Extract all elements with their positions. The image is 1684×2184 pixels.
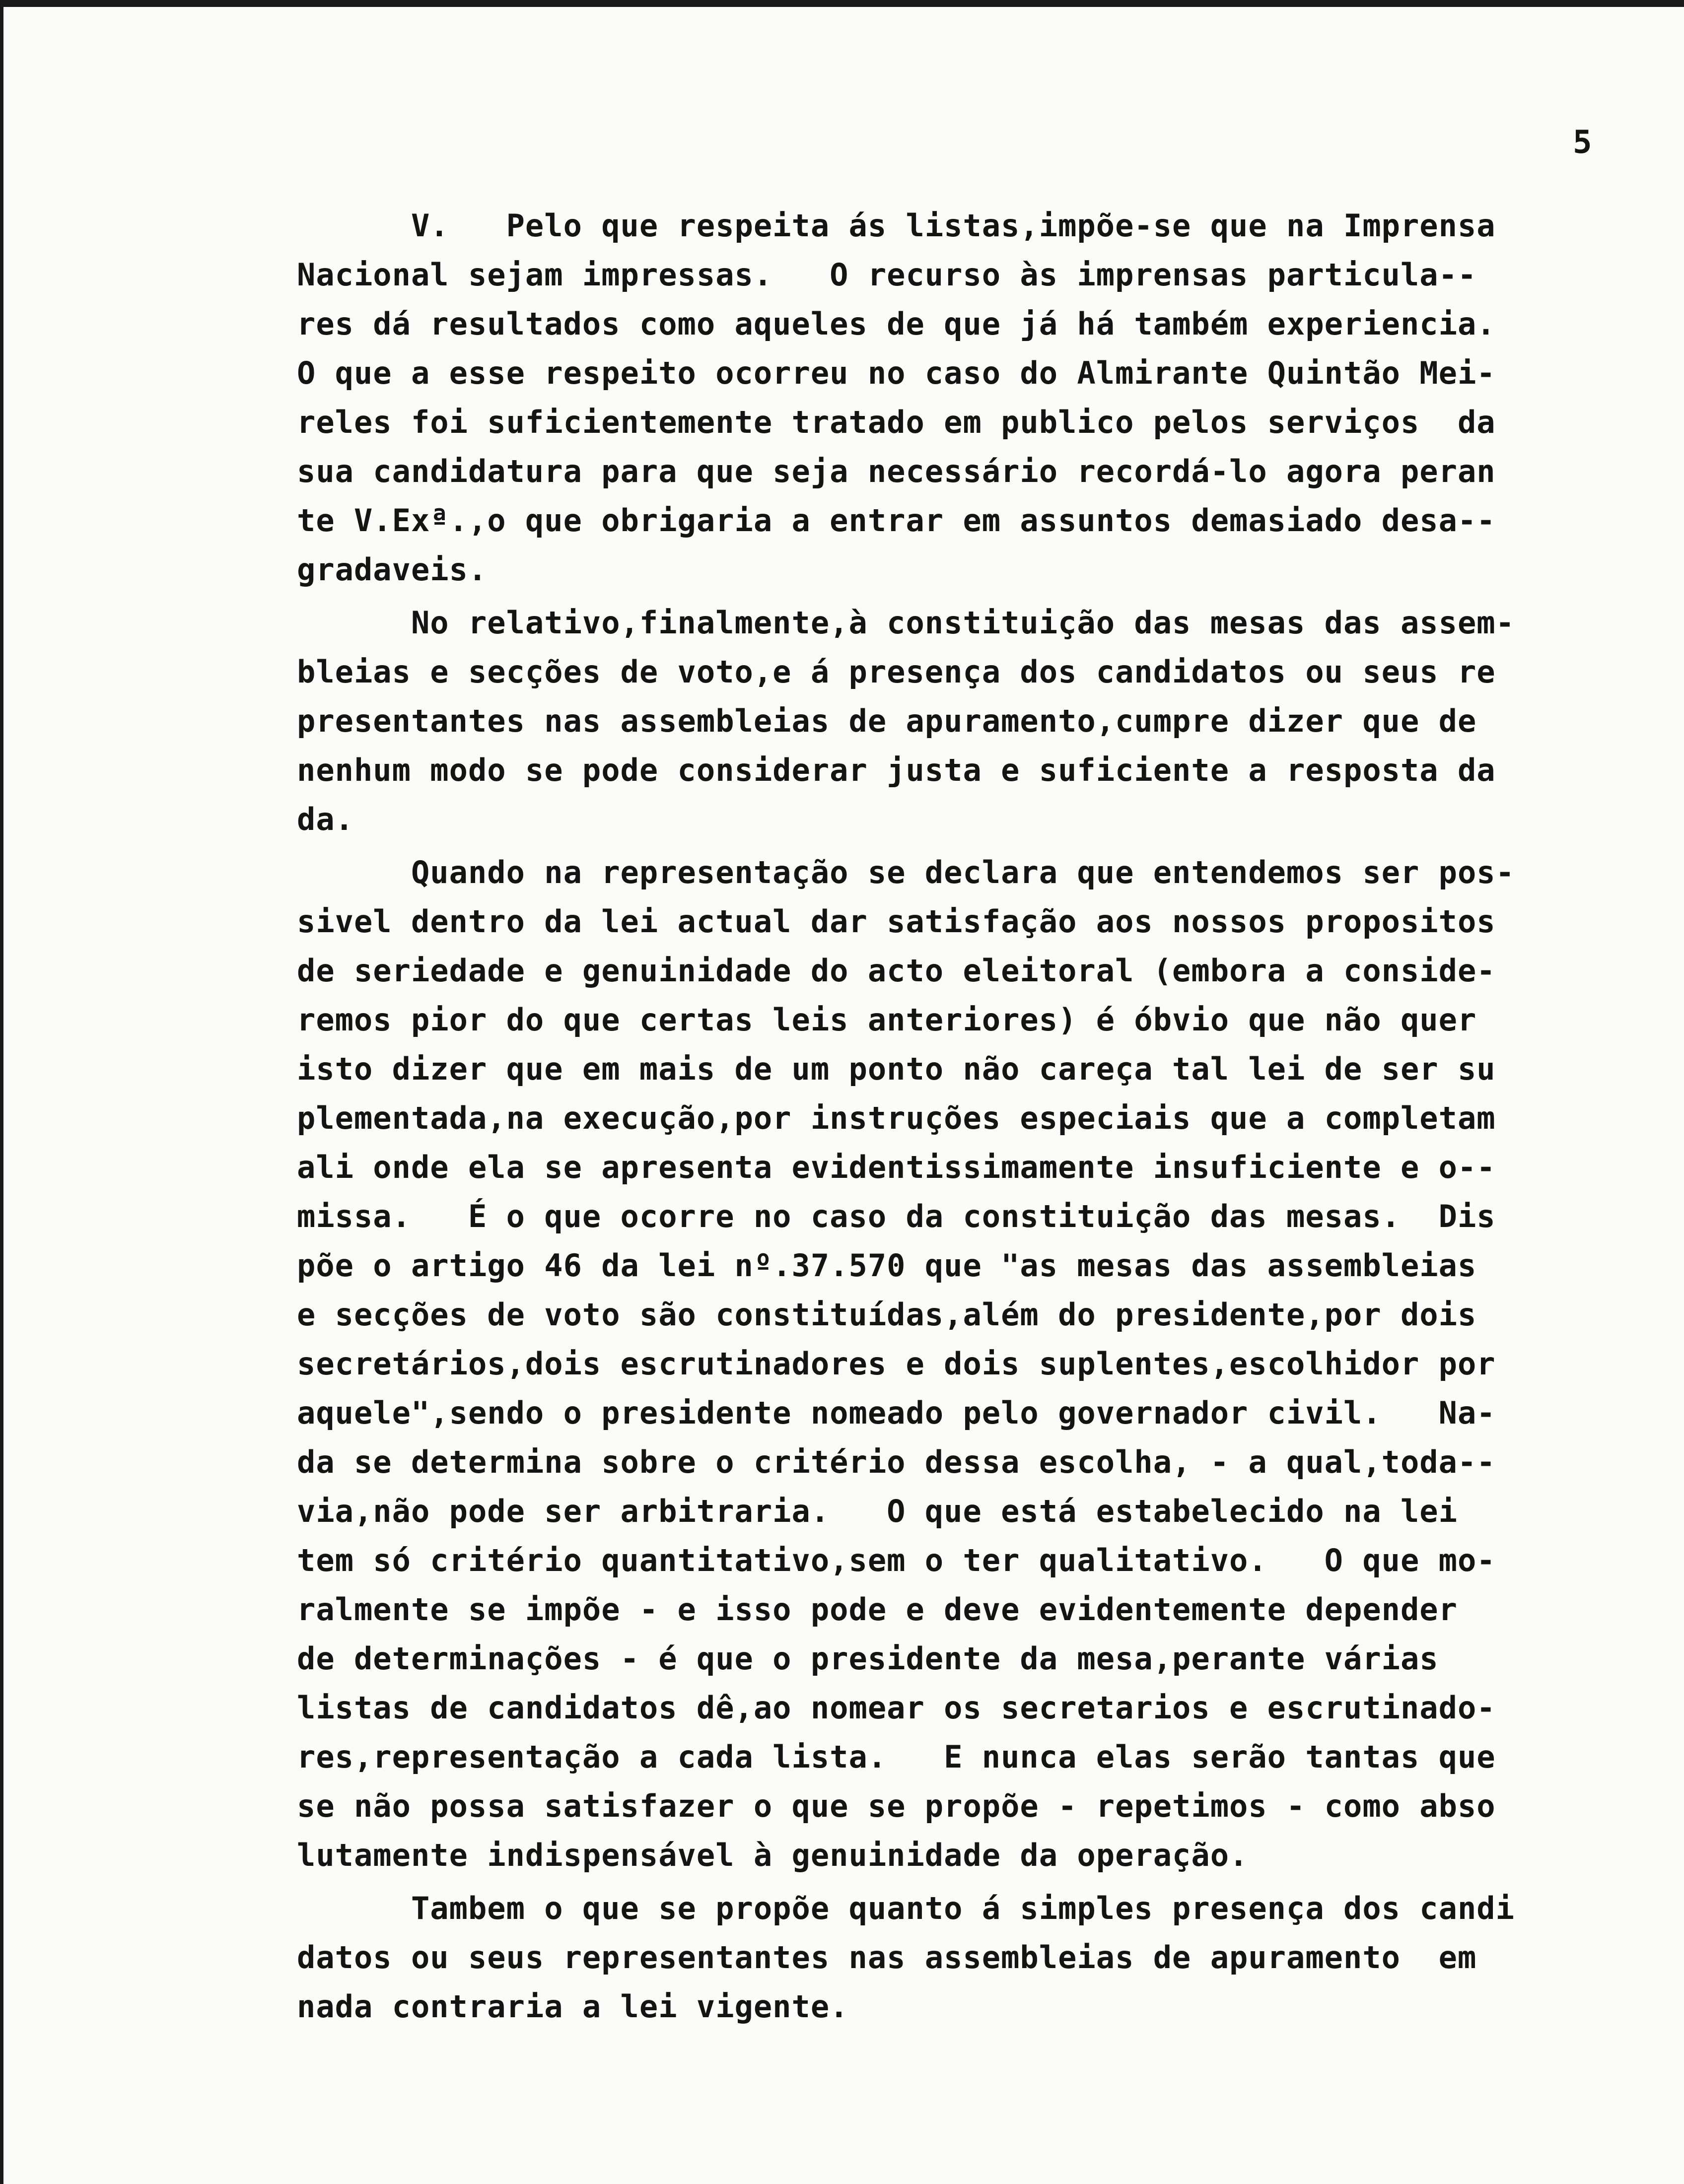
text-line: datos ou seus representantes nas assembleias de apuramento em: [297, 1939, 1477, 1976]
text-line: sivel dentro da lei actual dar satisfação aos nossos propositos: [297, 903, 1496, 940]
text-line: ralmente se impõe - e isso pode e deve evidentemente depender: [297, 1591, 1458, 1628]
text-line: bleias e secções de voto,e á presença dos candidatos ou seus re: [297, 654, 1496, 690]
text-line: O que a esse respeito ocorreu no caso do Almirante Quintão Mei-: [297, 355, 1496, 391]
text-line: res dá resultados como aqueles de que já há também experiencia.: [297, 306, 1496, 342]
text-line: plementada,na execução,por instruções especiais que a completam: [297, 1100, 1496, 1136]
text-line: via,não pode ser arbitraria. O que está estabelecido na lei: [297, 1493, 1458, 1529]
text-line: V. Pelo que respeita ás listas,impõe-se que na Imprensa: [297, 207, 1496, 244]
text-line: presentantes nas assembleias de apuramento,cumpre dizer que de: [297, 703, 1477, 739]
scan-border-top: [0, 0, 1684, 7]
text-line: põe o artigo 46 da lei nº.37.570 que "as mesas das assembleias: [297, 1247, 1477, 1284]
text-line: ali onde ela se apresenta evidentissimamente insuficiente e o--: [297, 1149, 1496, 1185]
scan-border-left: [0, 0, 3, 2184]
text-line: isto dizer que em mais de um ponto não careça tal lei de ser su: [297, 1051, 1496, 1087]
text-line: tem só critério quantitativo,sem o ter qualitativo. O que mo-: [297, 1542, 1496, 1578]
text-line: nenhum modo se pode considerar justa e suficiente a resposta da: [297, 752, 1496, 788]
paragraph: [297, 1884, 1523, 2031]
text-line: Quando na representação se declara que entendemos ser pos-: [297, 854, 1515, 890]
text-line: res,representação a cada lista. E nunca elas serão tantas que: [297, 1739, 1496, 1775]
text-line: reles foi suficientemente tratado em publico pelos serviços da: [297, 404, 1496, 440]
text-line: No relativo,finalmente,à constituição das mesas das assem-: [297, 605, 1515, 641]
text-line: te V.Exª.,o que obrigaria a entrar em assuntos demasiado desa--: [297, 502, 1496, 539]
text-line: e secções de voto são constituídas,além do presidente,por dois: [297, 1297, 1477, 1333]
text-line: aquele",sendo o presidente nomeado pelo governador civil. Na-: [297, 1395, 1496, 1431]
text-line: remos pior do que certas leis anteriores) é óbvio que não quer: [297, 1002, 1477, 1038]
document-body: [297, 201, 1523, 2031]
text-line: se não possa satisfazer o que se propõe - repetimos - como abso: [297, 1788, 1496, 1824]
text-line: listas de candidatos dê,ao nomear os secretarios e escrutinado-: [297, 1690, 1496, 1726]
paragraph: [297, 201, 1523, 594]
paragraph: [297, 598, 1523, 844]
text-line: de determinações - é que o presidente da mesa,perante várias: [297, 1640, 1439, 1677]
text-line: gradaveis.: [297, 551, 488, 588]
text-line: da se determina sobre o critério dessa escolha, - a qual,toda--: [297, 1444, 1496, 1480]
text-line: nada contraria a lei vigente.: [297, 1988, 849, 2025]
paragraph: [297, 848, 1523, 1880]
page-number: 5: [1573, 124, 1592, 161]
text-line: lutamente indispensável à genuinidade da operação.: [297, 1837, 1249, 1873]
text-line: sua candidatura para que seja necessário recordá-lo agora peran: [297, 453, 1496, 489]
text-line: da.: [297, 801, 354, 837]
text-line: Nacional sejam impressas. O recurso às imprensas particula--: [297, 257, 1477, 293]
text-line: missa. É o que ocorre no caso da constituição das mesas. Dis: [297, 1198, 1496, 1234]
text-line: Tambem o que se propõe quanto á simples presença dos candi: [297, 1890, 1515, 1926]
text-line: de seriedade e genuinidade do acto eleitoral (embora a conside-: [297, 953, 1496, 989]
text-line: secretários,dois escrutinadores e dois suplentes,escolhidor por: [297, 1346, 1496, 1382]
